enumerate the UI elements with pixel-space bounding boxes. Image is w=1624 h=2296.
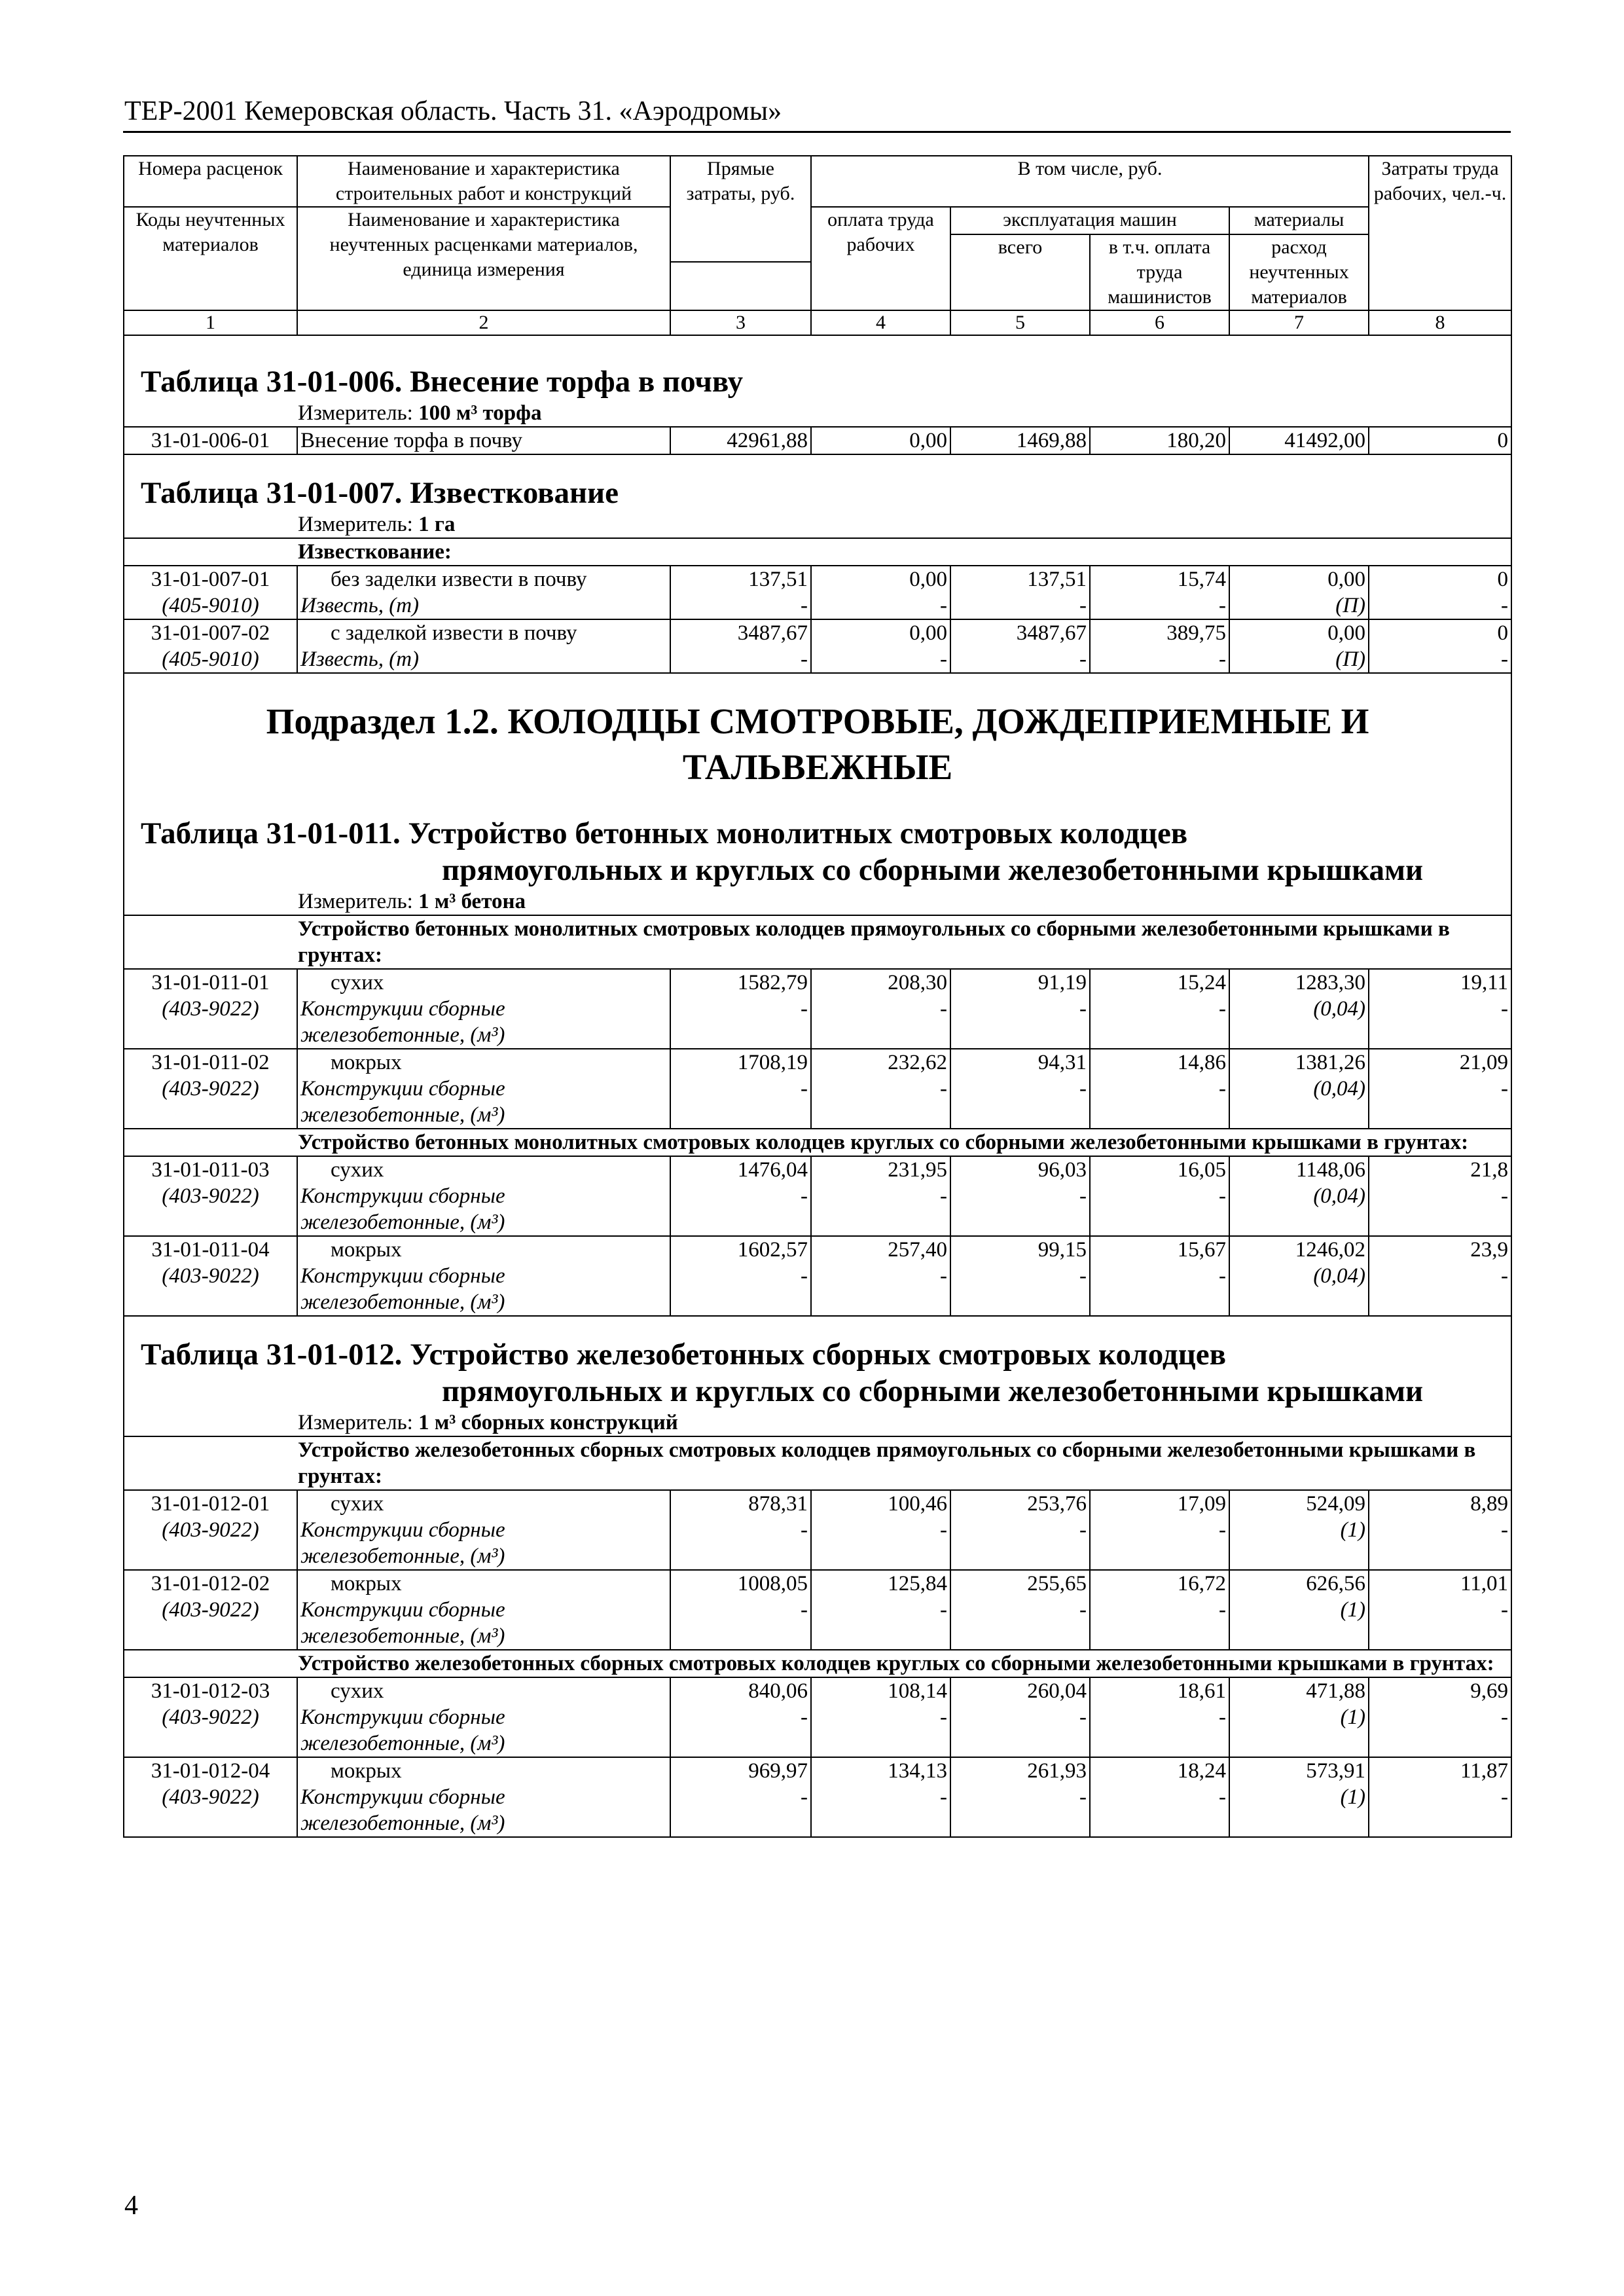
materials-cost: 1148,06 — [1229, 1156, 1369, 1183]
materials-cost: 1283,30 — [1229, 969, 1369, 996]
col-number: 1 — [124, 310, 297, 335]
work-name: мокрых — [297, 1236, 670, 1263]
material-row — [124, 1076, 1511, 1102]
table-row — [124, 969, 1511, 996]
work-name: сухих — [297, 1490, 670, 1517]
material-name: железобетонные, (м³) — [297, 1810, 670, 1837]
rate-code: 31-01-012-03 — [124, 1677, 297, 1704]
labor-pay: 231,95 — [811, 1156, 950, 1183]
material-code: (403-9022) — [124, 1704, 297, 1730]
table-row — [124, 1049, 1511, 1076]
col-1-bottom-header: Коды неучтенных материалов — [124, 207, 297, 310]
material-value: - — [670, 996, 811, 1022]
operators-pay: 16,05 — [1090, 1156, 1229, 1183]
material-value: - — [1090, 1263, 1229, 1289]
material-value: - — [670, 646, 811, 673]
material-consumption: (0,04) — [1229, 996, 1369, 1022]
operators-pay: 389,75 — [1090, 619, 1229, 646]
material-value: - — [670, 1784, 811, 1810]
material-value: - — [670, 1183, 811, 1209]
labor-pay: 0,00 — [811, 619, 950, 646]
meter-value: 1 м³ сборных конструкций — [418, 1411, 678, 1434]
materials-cost: 524,09 — [1229, 1490, 1369, 1517]
labor-hours: 11,87 — [1369, 1757, 1511, 1784]
material-value: - — [670, 1704, 811, 1730]
material-value: - — [950, 1597, 1090, 1623]
table-header — [124, 156, 1511, 335]
material-value: - — [1369, 592, 1511, 619]
operators-pay: 17,09 — [1090, 1490, 1229, 1517]
group-heading: Устройство бетонных монолитных смотровых колодцев круглых со сборными железобетонными крышками в грунтах: — [124, 1129, 1511, 1156]
material-row — [124, 1704, 1511, 1730]
material-name: железобетонные, (м³) — [297, 1623, 670, 1650]
labor-hours: 0 — [1369, 427, 1511, 454]
col-number: 8 — [1369, 310, 1511, 335]
operators-pay: 14,86 — [1090, 1049, 1229, 1076]
section-title — [124, 699, 1511, 790]
material-value: - — [1090, 1597, 1229, 1623]
material-value: - — [670, 1076, 811, 1102]
table-title-line-2: прямоугольных и круглых со сборными железобетонными крышками — [442, 1374, 1424, 1408]
table-title: Таблица 31-01-007. Известкование — [124, 475, 1511, 511]
rate-code: 31-01-007-02 — [124, 619, 297, 646]
material-value: - — [950, 1263, 1090, 1289]
material-value: - — [670, 592, 811, 619]
table-title-line-2: прямоугольных и круглых со сборными железобетонными крышками — [442, 853, 1424, 887]
direct-costs: 878,31 — [670, 1490, 811, 1517]
machines-total: 3487,67 — [950, 619, 1090, 646]
machines-total: 91,19 — [950, 969, 1090, 996]
material-name: Известь, (т) — [297, 592, 670, 619]
meter-value: 1 га — [418, 513, 456, 536]
material-value: - — [811, 1704, 950, 1730]
operators-pay: 18,24 — [1090, 1757, 1229, 1784]
material-value: - — [1090, 646, 1229, 673]
material-row — [124, 1784, 1511, 1810]
direct-costs: 1582,79 — [670, 969, 811, 996]
rate-code: 31-01-011-02 — [124, 1049, 297, 1076]
material-row-cont — [124, 1730, 1511, 1757]
material-row-cont — [124, 1623, 1511, 1650]
material-code: (403-9022) — [124, 996, 297, 1022]
materials-cost: 0,00 — [1229, 566, 1369, 592]
labor-hours: 21,09 — [1369, 1049, 1511, 1076]
col-4-header: оплата труда рабочих — [811, 207, 950, 310]
group-heading: Устройство железобетонных сборных смотровых колодцев круглых со сборными железобетонными крышками в грунтах: — [124, 1650, 1511, 1677]
material-row-cont — [124, 1209, 1511, 1236]
direct-costs: 1708,19 — [670, 1049, 811, 1076]
material-code: (403-9022) — [124, 1263, 297, 1289]
page-header: ТЕР-2001 Кемеровская область. Часть 31. «Аэродромы» — [124, 96, 782, 126]
material-value: - — [950, 646, 1090, 673]
material-name: железобетонные, (м³) — [297, 1730, 670, 1757]
machines-total: 261,93 — [950, 1757, 1090, 1784]
material-consumption: (0,04) — [1229, 1263, 1369, 1289]
material-value: - — [811, 996, 950, 1022]
material-value: - — [950, 1517, 1090, 1543]
labor-hours: 19,11 — [1369, 969, 1511, 996]
material-value: - — [950, 592, 1090, 619]
meter-label: Измеритель: — [298, 513, 419, 536]
labor-pay: 0,00 — [811, 427, 950, 454]
direct-costs: 840,06 — [670, 1677, 811, 1704]
material-value: - — [1369, 1597, 1511, 1623]
included-header: В том числе, руб. — [811, 156, 1369, 207]
material-value: - — [1369, 1183, 1511, 1209]
material-value: - — [1369, 1263, 1511, 1289]
material-row-cont — [124, 1543, 1511, 1570]
col-number: 3 — [670, 310, 811, 335]
labor-hours: 23,9 — [1369, 1236, 1511, 1263]
material-value: - — [1090, 1704, 1229, 1730]
machines-header: эксплуатация машин — [950, 207, 1229, 234]
col-number: 2 — [297, 310, 670, 335]
table-title: Таблица 31-01-006. Внесение торфа в почву — [124, 363, 1511, 400]
meter-line — [124, 400, 1511, 427]
machines-total: 96,03 — [950, 1156, 1090, 1183]
material-row-cont — [124, 1810, 1511, 1837]
rate-code: 31-01-012-04 — [124, 1757, 297, 1784]
section-title-line-2: ТАЛЬВЕЖНЫЕ — [682, 747, 953, 787]
meter-label: Измеритель: — [298, 1411, 419, 1434]
material-value: - — [950, 1183, 1090, 1209]
rate-code: 31-01-007-01 — [124, 566, 297, 592]
col-8-header: Затраты труда рабочих, чел.-ч. — [1369, 156, 1511, 310]
material-name: Конструкции сборные — [297, 1263, 670, 1289]
work-name: мокрых — [297, 1049, 670, 1076]
material-consumption: (0,04) — [1229, 1076, 1369, 1102]
rate-code: 31-01-006-01 — [124, 427, 297, 454]
materials-cost: 626,56 — [1229, 1570, 1369, 1597]
group-heading: Устройство бетонных монолитных смотровых колодцев прямоугольных со сборными железобетонными крышками в грунтах: — [124, 915, 1511, 969]
material-name: Известь, (т) — [297, 646, 670, 673]
labor-hours: 8,89 — [1369, 1490, 1511, 1517]
material-code: (403-9022) — [124, 1784, 297, 1810]
material-value: - — [950, 1704, 1090, 1730]
material-value: - — [1090, 1784, 1229, 1810]
materials-header: материалы — [1229, 207, 1369, 234]
material-value: - — [811, 1517, 950, 1543]
page-number: 4 — [124, 2191, 138, 2221]
material-consumption: (П) — [1229, 646, 1369, 673]
material-name: Конструкции сборные — [297, 1704, 670, 1730]
work-name: с заделкой извести в почву — [297, 619, 670, 646]
labor-pay: 108,14 — [811, 1677, 950, 1704]
machines-total: 1469,88 — [950, 427, 1090, 454]
direct-costs: 1602,57 — [670, 1236, 811, 1263]
col-3-header: Прямые затраты, руб. — [670, 156, 811, 262]
material-consumption: (0,04) — [1229, 1183, 1369, 1209]
group-heading: Устройство железобетонных сборных смотровых колодцев прямоугольных со сборными железобетонными крышками в грунтах: — [124, 1436, 1511, 1490]
material-value: - — [1090, 1076, 1229, 1102]
material-name: железобетонные, (м³) — [297, 1022, 670, 1049]
material-value: - — [811, 1076, 950, 1102]
work-name: сухих — [297, 1677, 670, 1704]
material-value: - — [950, 1784, 1090, 1810]
direct-costs: 3487,67 — [670, 619, 811, 646]
operators-pay: 180,20 — [1090, 427, 1229, 454]
materials-cost: 1381,26 — [1229, 1049, 1369, 1076]
material-value: - — [811, 646, 950, 673]
col-7-header: расход неучтенных материалов — [1229, 234, 1369, 310]
material-value: - — [1369, 996, 1511, 1022]
work-name: сухих — [297, 969, 670, 996]
column-numbers-row — [124, 310, 1511, 335]
material-value: - — [811, 1263, 950, 1289]
machines-total: 137,51 — [950, 566, 1090, 592]
material-value: - — [811, 1183, 950, 1209]
table-title-line-1: Таблица 31-01-012. Устройство железобетонных сборных смотровых колодцев — [141, 1338, 1227, 1372]
direct-costs: 137,51 — [670, 566, 811, 592]
material-value: - — [1090, 592, 1229, 619]
labor-pay: 208,30 — [811, 969, 950, 996]
material-code: (403-9022) — [124, 1517, 297, 1543]
materials-cost: 573,91 — [1229, 1757, 1369, 1784]
labor-pay: 257,40 — [811, 1236, 950, 1263]
material-code: (403-9022) — [124, 1076, 297, 1102]
labor-pay: 232,62 — [811, 1049, 950, 1076]
machines-total: 94,31 — [950, 1049, 1090, 1076]
meter-value: 1 м³ бетона — [418, 890, 526, 913]
material-code: (403-9022) — [124, 1183, 297, 1209]
rate-code: 31-01-011-01 — [124, 969, 297, 996]
meter-line — [124, 1410, 1511, 1436]
work-name: без заделки извести в почву — [297, 566, 670, 592]
material-row — [124, 1183, 1511, 1209]
material-value: - — [1369, 1517, 1511, 1543]
labor-pay: 0,00 — [811, 566, 950, 592]
material-value: - — [811, 1784, 950, 1810]
direct-costs: 1008,05 — [670, 1570, 811, 1597]
col-3-header-spacer — [670, 262, 811, 310]
col-6-header: в т.ч. оплата труда машинистов — [1090, 234, 1229, 310]
operators-pay: 15,24 — [1090, 969, 1229, 996]
table-row — [124, 1570, 1511, 1597]
material-value: - — [670, 1597, 811, 1623]
material-consumption: (П) — [1229, 592, 1369, 619]
material-name: Конструкции сборные — [297, 1517, 670, 1543]
table-row — [124, 1490, 1511, 1517]
material-row — [124, 1517, 1511, 1543]
table-row — [124, 1677, 1511, 1704]
material-consumption: (1) — [1229, 1517, 1369, 1543]
material-value: - — [811, 1597, 950, 1623]
col-5-header: всего — [950, 234, 1090, 310]
meter-label: Измеритель: — [298, 401, 419, 425]
material-name: железобетонные, (м³) — [297, 1289, 670, 1316]
material-code: (405-9010) — [124, 646, 297, 673]
rate-code: 31-01-011-04 — [124, 1236, 297, 1263]
operators-pay: 16,72 — [1090, 1570, 1229, 1597]
machines-total: 255,65 — [950, 1570, 1090, 1597]
machines-total: 253,76 — [950, 1490, 1090, 1517]
material-row-cont — [124, 1289, 1511, 1316]
material-value: - — [1090, 1517, 1229, 1543]
meter-value: 100 м³ торфа — [418, 401, 542, 425]
header-rule — [123, 131, 1511, 133]
material-name: железобетонные, (м³) — [297, 1543, 670, 1570]
materials-cost: 41492,00 — [1229, 427, 1369, 454]
material-code: (405-9010) — [124, 592, 297, 619]
material-row — [124, 1263, 1511, 1289]
material-value: - — [950, 996, 1090, 1022]
table-row — [124, 566, 1511, 592]
table-title-line-1: Таблица 31-01-011. Устройство бетонных монолитных смотровых колодцев — [141, 816, 1188, 850]
labor-hours: 21,8 — [1369, 1156, 1511, 1183]
meter-line — [124, 511, 1511, 538]
material-value: - — [1090, 996, 1229, 1022]
material-value: - — [811, 592, 950, 619]
material-value: - — [670, 1263, 811, 1289]
material-row — [124, 1597, 1511, 1623]
rate-code: 31-01-012-02 — [124, 1570, 297, 1597]
materials-cost: 1246,02 — [1229, 1236, 1369, 1263]
material-row — [124, 592, 1511, 619]
work-name: мокрых — [297, 1757, 670, 1784]
col-number: 7 — [1229, 310, 1369, 335]
material-value: - — [950, 1076, 1090, 1102]
table-row — [124, 1156, 1511, 1183]
table-row — [124, 619, 1511, 646]
section-title-line-1: Подраздел 1.2. КОЛОДЦЫ СМОТРОВЫЕ, ДОЖДЕПРИЕМНЫЕ И — [266, 701, 1369, 741]
material-name: Конструкции сборные — [297, 1076, 670, 1102]
material-consumption: (1) — [1229, 1704, 1369, 1730]
col-number: 4 — [811, 310, 950, 335]
labor-pay: 134,13 — [811, 1757, 950, 1784]
material-value: - — [1369, 1076, 1511, 1102]
table-row — [124, 1236, 1511, 1263]
material-row-cont — [124, 1102, 1511, 1129]
machines-total: 99,15 — [950, 1236, 1090, 1263]
material-value: - — [1369, 1704, 1511, 1730]
material-consumption: (1) — [1229, 1784, 1369, 1810]
material-value: - — [1369, 1784, 1511, 1810]
group-heading: Известкование: — [124, 538, 1511, 566]
material-value: - — [670, 1517, 811, 1543]
table-title — [124, 1336, 1511, 1410]
material-name: Конструкции сборные — [297, 996, 670, 1022]
material-row-cont — [124, 1022, 1511, 1049]
material-name: железобетонные, (м³) — [297, 1102, 670, 1129]
material-value: - — [1369, 646, 1511, 673]
meter-label: Измеритель: — [298, 890, 419, 913]
work-name: Внесение торфа в почву — [297, 427, 670, 454]
machines-total: 260,04 — [950, 1677, 1090, 1704]
labor-hours: 0 — [1369, 619, 1511, 646]
col-2-top-header: Наименование и характеристика строительных работ и конструкций — [297, 156, 670, 207]
table-row — [124, 1757, 1511, 1784]
labor-hours: 0 — [1369, 566, 1511, 592]
col-2-bottom-header: Наименование и характеристика неучтенных расценками материалов, единица измерения — [297, 207, 670, 310]
rate-code: 31-01-011-03 — [124, 1156, 297, 1183]
rate-code: 31-01-012-01 — [124, 1490, 297, 1517]
direct-costs: 1476,04 — [670, 1156, 811, 1183]
material-code: (403-9022) — [124, 1597, 297, 1623]
material-name: Конструкции сборные — [297, 1597, 670, 1623]
material-name: Конструкции сборные — [297, 1183, 670, 1209]
material-consumption: (1) — [1229, 1597, 1369, 1623]
operators-pay: 15,74 — [1090, 566, 1229, 592]
work-name: сухих — [297, 1156, 670, 1183]
materials-cost: 471,88 — [1229, 1677, 1369, 1704]
materials-cost: 0,00 — [1229, 619, 1369, 646]
labor-pay: 100,46 — [811, 1490, 950, 1517]
operators-pay: 15,67 — [1090, 1236, 1229, 1263]
material-name: Конструкции сборные — [297, 1784, 670, 1810]
meter-line — [124, 888, 1511, 915]
material-value: - — [1090, 1183, 1229, 1209]
labor-pay: 125,84 — [811, 1570, 950, 1597]
col-number: 6 — [1090, 310, 1229, 335]
col-number: 5 — [950, 310, 1090, 335]
direct-costs: 42961,88 — [670, 427, 811, 454]
operators-pay: 18,61 — [1090, 1677, 1229, 1704]
col-1-top-header: Номера расценок — [124, 156, 297, 207]
rates-table — [123, 155, 1512, 1838]
labor-hours: 9,69 — [1369, 1677, 1511, 1704]
table-title — [124, 815, 1511, 888]
material-row — [124, 646, 1511, 673]
table-row — [124, 427, 1511, 454]
labor-hours: 11,01 — [1369, 1570, 1511, 1597]
direct-costs: 969,97 — [670, 1757, 811, 1784]
material-name: железобетонные, (м³) — [297, 1209, 670, 1236]
work-name: мокрых — [297, 1570, 670, 1597]
material-row — [124, 996, 1511, 1022]
